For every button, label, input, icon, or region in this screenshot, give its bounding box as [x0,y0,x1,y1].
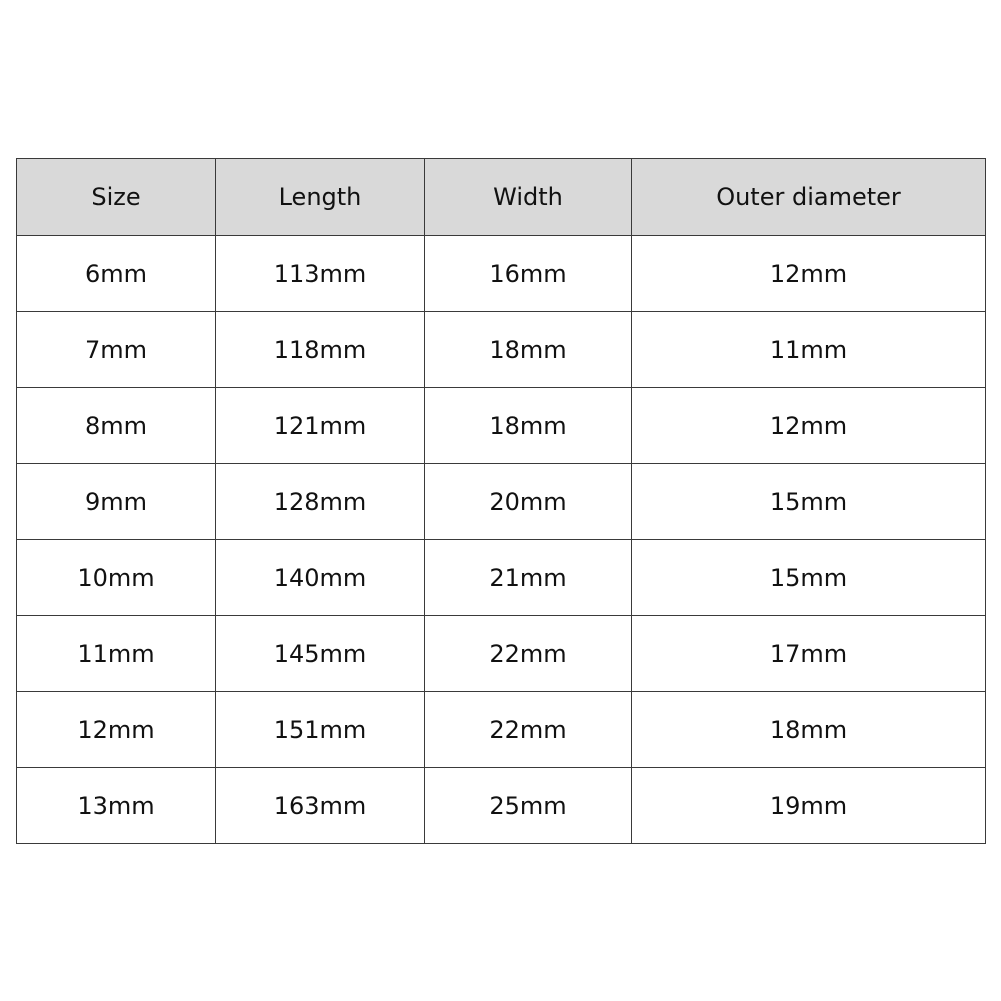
cell-outer-diameter: 12mm [632,236,986,312]
table-row [17,616,986,692]
cell-size: 10mm [17,540,216,616]
cell-length: 145mm [216,616,425,692]
table-row [17,464,986,540]
cell-length: 118mm [216,312,425,388]
cell-size: 7mm [17,312,216,388]
cell-size: 13mm [17,768,216,844]
cell-length: 151mm [216,692,425,768]
table-row [17,692,986,768]
cell-size: 11mm [17,616,216,692]
cell-width: 18mm [425,388,632,464]
cell-width: 22mm [425,616,632,692]
cell-outer-diameter: 11mm [632,312,986,388]
cell-outer-diameter: 17mm [632,616,986,692]
cell-length: 163mm [216,768,425,844]
cell-length: 128mm [216,464,425,540]
cell-outer-diameter: 12mm [632,388,986,464]
cell-width: 18mm [425,312,632,388]
cell-size: 12mm [17,692,216,768]
size-chart-table [16,158,986,844]
table-row [17,540,986,616]
header-size: Size [17,159,216,236]
cell-width: 21mm [425,540,632,616]
cell-outer-diameter: 15mm [632,540,986,616]
cell-width: 20mm [425,464,632,540]
header-length: Length [216,159,425,236]
cell-length: 121mm [216,388,425,464]
cell-size: 6mm [17,236,216,312]
table-row [17,236,986,312]
header-width: Width [425,159,632,236]
header-row [17,159,986,236]
table-header [17,159,986,236]
table-row [17,312,986,388]
cell-outer-diameter: 18mm [632,692,986,768]
cell-width: 25mm [425,768,632,844]
cell-width: 16mm [425,236,632,312]
cell-length: 113mm [216,236,425,312]
table-row [17,768,986,844]
cell-width: 22mm [425,692,632,768]
cell-size: 9mm [17,464,216,540]
cell-length: 140mm [216,540,425,616]
cell-outer-diameter: 15mm [632,464,986,540]
header-outer-diameter: Outer diameter [632,159,986,236]
table-row [17,388,986,464]
cell-outer-diameter: 19mm [632,768,986,844]
cell-size: 8mm [17,388,216,464]
table-body [17,236,986,844]
